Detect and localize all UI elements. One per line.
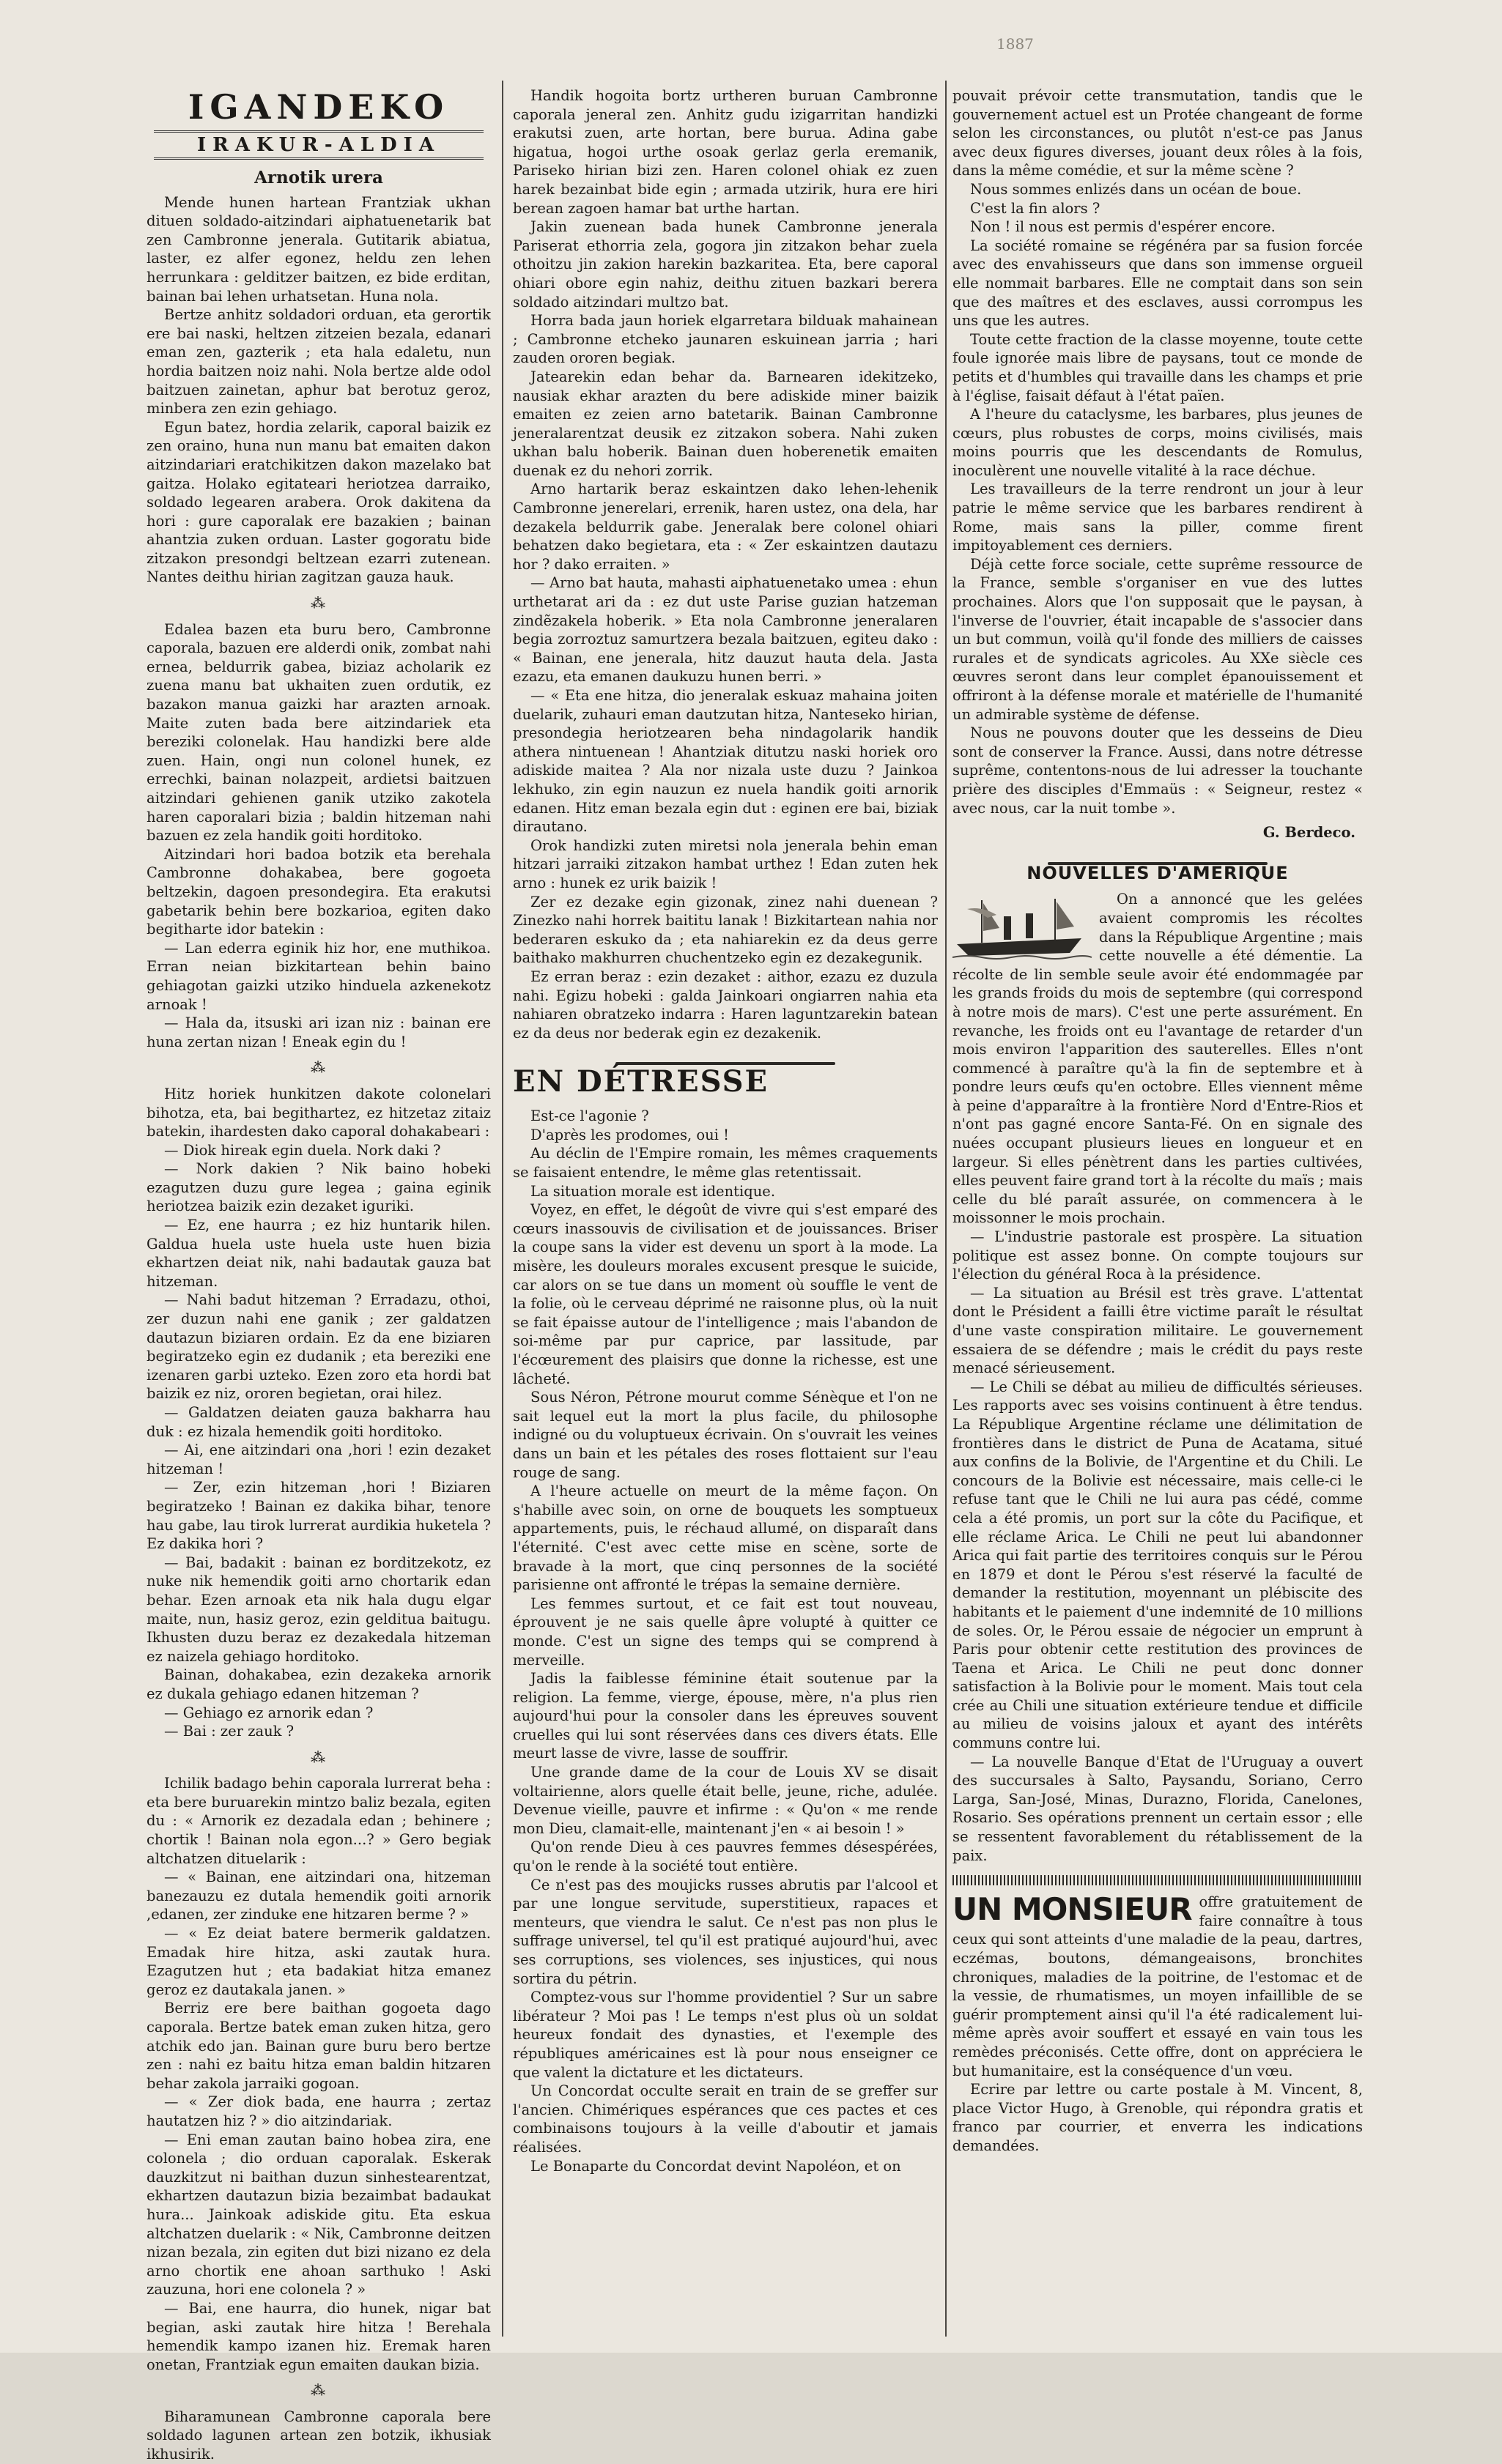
paragraph: — Eni eman zautan baino hobea zira, ene colonela ; dio orduan caporalak. Eskerak dauzkitzut ni baithan duzun sinhestearentzat, ekhartzen dautazun bizia bezaimbat badaukat hura... Jainkoak adiskide gitu. Eta eskua altchatzen duelarik : « Nik, Cambronne deitzen nizan bezala, zin egiten dut bizi nizano ez dela arno chortik ene ahoan sarthuko ! Aski zauzuna, hori ene colonela ? » bbox=[147, 2131, 491, 2298]
ornamental-rule bbox=[513, 1051, 938, 1058]
paragraph: — Bai : zer zauk ? bbox=[164, 1723, 295, 1740]
paragraph: Biharamunean Cambronne caporala bere soldado lagunen artean zen botzik, ikhusiak ikhusirik. bbox=[147, 2408, 491, 2463]
paragraph: Aitzindari hori badoa botzik eta berehala Cambronne dohakabea, bere gogoeta beltzekin, dagoen presondegira. Eta erakutsi gabetarik behin bere bozkarioa, egiten dako begitharte idor batekin : bbox=[147, 845, 491, 938]
paragraph: offre gratuitement de faire connaître à tous ceux qui sont atteints d'une maladie de la peau, dartres, eczémas, boutons, démangeaisons, bronchites chroniques, maladies de la poitrine, de l'estomac et de la vessie, de rhumatismes, un moyen infaillible de se guérir promptement ainsi qu'il l'a été radicalement lui-même après avoir souffert et essayé en vain tous les remèdes préconisés. Cette offre, dont on appréciera le but humanitaire, est la conséquence d'un vœu. bbox=[952, 1893, 1363, 2079]
paragraph: Arno hartarik beraz eskaintzen dako lehen-lehenik Cambronne jenerelari, errenik, haren ustez, ona dela, har dezakela beldurrik gabe. Jeneralak bere colonel ohiari behatzen dako begietara, eta : « Zer eskaintzen dautazu hor ? dako erraiten. » bbox=[513, 480, 938, 573]
hatched-rule bbox=[952, 1875, 1363, 1885]
paragraph: D'après les prodomes, oui ! bbox=[530, 1126, 729, 1143]
signature: G. Berdeco. bbox=[1262, 824, 1355, 842]
article-body bbox=[147, 620, 491, 1052]
paragraph: — Le Chili se débat au milieu de difficultés sérieuses. Les rapports avec ses voisins continuent à être tendus. La République Argentine réclame une délimitation de frontières dans le district de Puna de Acatama, situé aux confins de la Bolivie, de l'Argentine et du Chili. Le concours de la Bolivie est nécessaire, mais celle-ci le refuse tant que le Chili ne lui aura pas cédé, comme cela a été promis, un port sur la côte du Pacifique, et elle réclame Arica. Le Chili ne peut lui abandonner Arica qui fait partie des territoires conquis sur le Pérou en 1879 et dont le Pérou s'est réservé la faculté de demander la restitution, moyennant un plébiscite des habitants et le paiement d'une indemnité de 10 millions de soles. Or, le Pérou essaie de négocier un emprunt à Paris pour obtenir cette restitution des provinces de Taena et Arica. Le Chili ne peut donc donner satisfaction à la Bolivie pour le moment. Mais tout cela crée au Chili une situation extérieure tendue et difficile au milieu de voisins jaloux et ayant des intérêts communs contre lui. bbox=[952, 1378, 1363, 1752]
masthead-subtitle: IRAKUR-ALDIA bbox=[154, 130, 484, 160]
steamship-icon bbox=[952, 893, 1092, 963]
paragraph: — La situation au Brésil est très grave. L'attentat dont le Président a failli être victime paraît le résultat d'une vaste conspiration militaire. Le gouvernement essaiera de se défendre ; mais le crédit du pays reste menacé sérieusement. bbox=[952, 1284, 1363, 1377]
paragraph: Ecrire par lettre ou carte postale à M. Vincent, 8, place Victor Hugo, à Grenoble, qui répondra gratis et franco par courrier, et enverra les indications demandées. bbox=[952, 2081, 1363, 2154]
section-separator: ⁂ bbox=[311, 2381, 327, 2400]
paragraph: — Arno bat hauta, mahasti aiphatuenetako umea : ehun urthetarat ari da : ez dut uste Parise guzian hatzeman zindẽzakela hoberik. » Eta nola Cambronne jeneralaren begia zorroztuz samurtzera bezala baitzuen, egiteu dako : « Bainan, ene jenerala, hitz dauzut hauta dela. Jasta ezazu, eta emanen daukuzu hunen berri. » bbox=[513, 574, 938, 686]
paragraph: Nous sommes enlizés dans un océan de boue. bbox=[970, 180, 1302, 198]
masthead-title: IGANDEKO bbox=[188, 87, 450, 127]
paragraph: Jakin zuenean bada hunek Cambronne jenerala Pariserat ethorria zela, gogora jin zitzakon behar zuela othoitzu jin zakion harekin bazkaritea. Eta, bere caporal ohiari obore egin nahiz, deithu zituen bazkari berera soldado aitzindari multzo bat. bbox=[513, 218, 938, 311]
paragraph: Horra bada jaun horiek elgarretara bilduak mahainean ; Cambronne etcheko jaunaren eskuinean jarria ; hari zauden ororen begiak. bbox=[513, 312, 938, 367]
paragraph: Au déclin de l'Empire romain, les mêmes craquements se faisaient entendre, le même glas retentissait. bbox=[513, 1145, 938, 1181]
paragraph: Une grande dame de la cour de Louis XV se disait voltairienne, alors quelle était belle, jeune, riche, adulée. Devenue vieille, pauvre et infirme : « Qu'on « me rende mon Dieu, clamait-elle, maintenant j'en « ai besoin ! » bbox=[513, 1764, 938, 1837]
paragraph: Edalea bazen eta buru bero, Cambronne caporala, bazuen ere alderdi onik, zombat nahi ernea, beldurrik gabea, biziaz acholarik ez zuena manu bat ukhaiten zuen ordutik, ez bazakon manua gaizki har arazten arnoak. Maite zuten bada bere aitzindariek eta bereziki colonelak. Hau handizki bere alde zuen. Hain, ongi nun colonel hunek, ez errechki, bainan nolazpeit, ardietsi baitzuen aitzindari gehienen ganik utziko zakotela haren caporalari bizia ; baldin hitzeman nahi bazuen ez zela handik goiti horditoko. bbox=[147, 620, 491, 845]
paragraph: — L'industrie pastorale est prospère. La situation politique est assez bonne. On compte toujours sur l'élection du général Roca à la présidence. bbox=[952, 1228, 1363, 1283]
paragraph: — Nahi badut hitzeman ? Erradazu, othoi, zer duzun nahi ene ganik ; zer galdatzen dautazun biziaren ordain. Ez da ene biziaren begiratzeko egin ez dudanik ; eta bereziki ene izenaren garbi uzteko. Ezen zoro eta hordi bat baizik ez niz, ororen begietan, orai hilez. bbox=[147, 1291, 491, 1403]
paragraph: — Zer, ezin hitzeman ,hori ! Biziaren begiratzeko ! Bainan ez dakika bihar, tenore hau gabe, lau tirok lurrerat aurdikia huketela ? Ez dakika hori ? bbox=[147, 1479, 491, 1553]
paragraph: La société romaine se régénéra par sa fusion forcée avec des envahisseurs que dans son immense orgueil elle nommait barbares. Elle ne comptait dans son sein que des maîtres et des esclaves, aussi corrompus les uns que les autres. bbox=[952, 237, 1363, 330]
paragraph: C'est la fin alors ? bbox=[970, 199, 1100, 217]
section-separator: ⁂ bbox=[311, 1058, 327, 1077]
paragraph: — « Zer diok bada, ene haurra ; zertaz hautatzen hiz ? » dio aitzindariak. bbox=[147, 2093, 491, 2129]
paragraph: — Gehiago ez arnorik edan ? bbox=[164, 1704, 374, 1721]
paragraph: Zer ez dezake egin gizonak, zinez nahi duenean ? Zinezko nahi horrek baititu lanak ! Bizkitartean nahia nor bederaren eskuko da ; eta nahiarekin ez da deus gerre baithako makhurren chuchentzeko egin ez dezakegunik. bbox=[513, 893, 938, 967]
paragraph: — Galdatzen deiaten gauza bakharra hau duk : ez hizala hemendik goiti horditoko. bbox=[147, 1404, 491, 1440]
paragraph: Est-ce l'agonie ? bbox=[530, 1107, 649, 1125]
paragraph: A l'heure du cataclysme, les barbares, plus jeunes de cœurs, plus robustes de corps, moins civilisés, mais moins pourris que les descendants de Romulus, inoculèrent une nouvelle vitalité à la race déchue. bbox=[952, 406, 1363, 479]
article-body bbox=[513, 86, 938, 1042]
advertisement bbox=[952, 1893, 1363, 2155]
paragraph: Voyez, en effet, le dégoût de vivre qui s'est emparé des cœurs inassouvis de civilisation et de jouissances. Briser la coupe sans la vider est devenu un sport à la mode. La misère, les douleurs morales excusent presque le suicide, car alors on se tue dans un moment où souffle le vent de la folie, où le cerveau déprimé ne raisonne plus, où la nuit se fait épaisse autour de l'intelligence ; mais l'abandon de soi-même par pur caprice, par lassitude, par l'écœurement des plaisirs que donne la richesse, est une lâcheté. bbox=[513, 1201, 938, 1387]
article-body bbox=[952, 890, 1363, 1865]
paragraph: Bainan, dohakabea, ezin dezakeka arnorik ez dukala gehiago edanen hitzeman ? bbox=[147, 1666, 491, 1702]
article-title: NOUVELLES D'AMERIQUE bbox=[1026, 862, 1289, 883]
paragraph: — La nouvelle Banque d'Etat de l'Uruguay a ouvert des succursales à Salto, Paysandu, Soriano, Cerro Larga, San-José, Minas, Durazno, Florida, Canelones, Rosario. Ses opérations prennent un certain essor ; elle se ressentent favorablement du rétablissement de la paix. bbox=[952, 1753, 1363, 1864]
paragraph: On a annoncé que les gelées avaient compromis les récoltes dans la République Argentine ; mais cette nouvelle a été démentie. La récolte de lin semble seule avoir été endommagée par les grands froids du mois de septembre (qui correspond à notre mois de mars). C'est une perte assurément. En revanche, les froids ont eu l'avantage de retarder d'un mois environ l'apparition des sauterelles. Elles n'ont commencé à paraître qu'à la fin de septembre et à pondre leurs œufs qu'en octobre. Elles viennent même à peine d'apparaître à la frontière Nord d'Entre-Rios et n'ont pas gagné encore Santa-Fé. On en signale des nuées occupant plusieurs lieues en longueur et en largeur. Si elles pénètrent dans les parties cultivées, elles peuvent faire grand tort à la récolte du maïs ; mais celle du blé paraît assurée, on commencera à le moissonner le mois prochain. bbox=[952, 891, 1363, 1227]
paragraph: — Nork dakien ? Nik baino hobeki ezagutzen duzu gure legea ; gaina eginik heriotzea baizik ezin dezaket iguriki. bbox=[147, 1160, 491, 1215]
paragraph: Bertze anhitz soldadori orduan, eta gerortik ere bai naski, heltzen zitzeien bezala, edanari eman zen, gazterik ; eta hala edaletu, nun hordia baitzen noiz nahi. Nola bertze alde odol baitzuen zainetan, aphur bat berotuz geroz, minbera zen ezin gehiago. bbox=[147, 306, 491, 418]
advert-headline: UN MONSIEUR bbox=[952, 1891, 1192, 1928]
paragraph: Egun batez, hordia zelarik, caporal baizik ez zen oraino, huna nun manu bat emaiten dakon aitzindariari eratchikitzen dakon mazelako bat gaitza. Holako egitateari heriotzea darraiko, soldado legearen arabera. Orok dakitena da hori : gure caporalak ere bazakien ; bainan ahantzia zuken orduan. Laster gogoratu bide zitzakon presondgi beltzean ezarri zutenean. Nantes deithu hirian zagitzan gauza hauk. bbox=[147, 418, 491, 586]
paragraph: Les femmes surtout, et ce fait est tout nouveau, éprouvent je ne sais quelle âpre volupté à quitter ce monde. C'est un signe des temps qui se comprend à merveille. bbox=[513, 1595, 938, 1669]
paragraph: — Bai, ene haurra, dio hunek, nigar bat begian, aski zautak hire hitza ! Berehala hemendik kampo izanen hiz. Eremak haren onetan, Frantziak egun emaiten daukan bizia. bbox=[147, 2299, 491, 2373]
paragraph: A l'heure actuelle on meurt de la même façon. On s'habille avec soin, on orne de bouquets les somptueux appartements, puis, le réchaud allumé, on disparaît dans l'éternité. C'est avec cette mise en scène, sorte de bravade à la mort, que cinq personnes de la société parisienne ont affronté le trépas la semaine dernière. bbox=[513, 1483, 938, 1594]
paragraph: Déjà cette force sociale, cette suprême ressource de la France, semble s'organiser en vue des luttes prochaines. Alors que l'on supposait que le paysan, à l'inverse de l'ouvrier, était incapable de s'associer dans un but commun, voilà qu'il fonde des milliers de caisses rurales et de syndicats agricoles. Au XXe siècle ces œuvres seront dans leur complet épanouissement et offriront à la défense morale et matérielle de l'humanité un admirable système de défense. bbox=[952, 555, 1363, 723]
paragraph: Mende hunen hartean Frantziak ukhan dituen soldado-aitzindari aiphatuenetarik bat zen Cambronne jenerala. Gutitarik abiatua, laster, ez alfer egonez, heldu zen lehen herrunkara : gelditzer baitzen, ez bide erditan, bainan bai lehen urhatsetan. Huna nola. bbox=[147, 193, 491, 305]
paragraph: Orok handizki zuten miretsi nola jenerala behin eman hitzari jarraiki zitzakon hambat urthez ! Edan zuten hek arno : hunek ez urik baizik ! bbox=[513, 836, 938, 891]
paragraph: Un Concordat occulte serait en train de se greffer sur l'ancien. Chimériques espérances que ces pactes et ces combinaisons toujours à la veille d'aboutir et jamais réalisées. bbox=[513, 2082, 938, 2156]
paragraph: Handik hogoita bortz urtheren buruan Cambronne caporala jeneral zen. Anhitz gudu izigarritan handizki erakutsi zuen, arte hortan, bere burua. Adina gabe higatua, hogoi urthe osoak gerlaz gerla eremanik, Pariseko hirian bizi zen. Haren colonel ohiak ez zuen harek bezainbat bide egin ; armada utzirik, hura ere hiri berean zagoen hamar bat urthe hartan. bbox=[513, 87, 938, 217]
article-body bbox=[147, 2408, 491, 2464]
paragraph: — « Eta ene hitza, dio jeneralak eskuaz mahaina joiten duelarik, zuhauri eman dautzutan hitza, Nanteseko hirian, presondegia heriotzearen beha nindagolarik handik athera nintuenean ! Ahantziak ditutzu naski horiek oro adiskide maitea ? Ala nor nizala uste duzu ? Jainkoa lekhuko, zin egin nauzun ez nuela handik goiti arnorik edanen. Hitz eman bezala egin dut : eginen ere bai, biziak dirautano. bbox=[513, 687, 938, 836]
paragraph: Nous ne pouvons douter que les desseins de Dieu sont de conserver la France. Aussi, dans notre détresse suprême, contentons-nous de lui adresser la touchante prière des disciples d'Emmaüs : « Seigneur, restez « avec nous, car la nuit tombe ». bbox=[952, 724, 1363, 817]
article-body bbox=[952, 86, 1363, 817]
paragraph: — Ai, ene aitzindari ona ,hori ! ezin dezaket hitzeman ! bbox=[147, 1441, 491, 1477]
paragraph: — Bai, badakit : bainan ez borditzekotz, ez nuke nik hemendik goiti arno chortarik edan behar. Ezen arnoak eta nik hala dugu elgar maite, nun, hasiz geroz, ezin gelditua baitugu. Ikhusten duzu beraz ez dezakedala hitzeman ez naizela gehiago horditoko. bbox=[147, 1554, 491, 1665]
paragraph: Jatearekin edan behar da. Barnearen idekitzeko, nausiak ekhar arazten du bere adiskide miner baizik emaiten ez zeien arno batetarik. Bainan Cambronne jeneralarentzat deusik ez zitzakon sobera. Nahi zuken ukhan balu hoberik. Bainan duen hoberenetik emaiten duenak ez du nehori zorrik. bbox=[513, 368, 938, 479]
article-body bbox=[147, 1085, 491, 1741]
paragraph: La situation morale est identique. bbox=[530, 1182, 776, 1200]
paragraph: Toute cette fraction de la classe moyenne, toute cette foule ignorée mais libre de paysans, tout ce monde de petits et d'humbles qui travaille dans les champs et prie à l'église, faisait défaut à l'état païen. bbox=[952, 330, 1363, 404]
paragraph: pouvait prévoir cette transmutation, tandis que le gouvernement actuel est un Protée changeant de forme selon les circonstances, ou plutôt n'est-ce pas Janus avec deux figures diverses, jouant deux rôles à la fois, dans la même comédie, et sur la même scène ? bbox=[952, 87, 1363, 179]
ornamental-rule bbox=[952, 851, 1363, 858]
paragraph: Qu'on rende Dieu à ces pauvres femmes désespérées, qu'on le rende à la société tout entière. bbox=[513, 1838, 938, 1875]
paragraph: — « Ez deiat batere bermerik galdatzen. Emadak hire hitza, aski zautak hura. Ezagutzen hut ; eta badakiat hitza emanez geroz ez dautakala janen. » bbox=[147, 1925, 491, 1998]
paragraph: Comptez-vous sur l'homme providentiel ? Sur un sabre libérateur ? Moi pas ! Le temps n'est plus où un soldat heureux fondait des dynasties, et l'exemple des républiques américaines est là pour nous enseigner ce que valent la dictature et les dictateurs. bbox=[513, 1989, 938, 2081]
column-rule bbox=[945, 81, 947, 2337]
paragraph: — « Bainan, ene aitzindari ona, hitzeman banezauzu ez dutala hemendik goiti arnorik ,edanen, zer zinduke ene hitzaren berme ? » bbox=[147, 1869, 491, 1923]
paragraph: Ichilik badago behin caporala lurrerat beha : eta bere buruarekin mintzo baliz bezala, egiten du : « Arnorik ez dezadala edan ; behinere ; chortik ! Bainan nola egon...? » Gero begiak altchatzen dituelarik : bbox=[147, 1775, 491, 1867]
column-rule bbox=[502, 81, 503, 2337]
paragraph: Le Bonaparte du Concordat devint Napoléon, et on bbox=[530, 2157, 901, 2175]
article-body bbox=[147, 1774, 491, 2374]
column-1 bbox=[147, 86, 491, 2463]
paragraph: Hitz horiek hunkitzen dakote colonelari bihotza, eta, bai begithartez, ez hitzetaz zitaiz batekin, ihardesten dako caporal dohakabeari : bbox=[147, 1085, 491, 1140]
masthead bbox=[147, 86, 491, 160]
article-body bbox=[513, 1107, 938, 2175]
section-separator: ⁂ bbox=[311, 594, 327, 612]
paragraph: Sous Néron, Pétrone mourut comme Sénèque et l'on ne sait lequel eut la mort la plus facile, du philosophe indigné ou du voluptueux écrivain. On s'ouvrait les veines dans un bain et les pétales des roses flottaient sur l'eau rouge de sang. bbox=[513, 1389, 938, 1481]
paragraph: — Diok hireak egin duela. Nork daki ? bbox=[164, 1141, 441, 1159]
paragraph: Ce n'est pas des moujicks russes abrutis par l'alcool et par une longue servitude, superstitieux, rapaces et menteurs, que viendra le salut. Ce n'est pas non plus le suffrage universel, tel qu'il est pratiqué aujourd'hui, avec ses corruptions, ses violences, ses injustices, qui nous sortira du pétrin. bbox=[513, 1876, 938, 1987]
article-title: EN DÉTRESSE bbox=[513, 1064, 769, 1099]
paragraph: — Lan ederra eginik hiz hor, ene muthikoa. Erran neian bizkitartean behin baino gehiagotan gaizki utziko hinduela azkenekotz arnoak ! bbox=[147, 939, 491, 1013]
paragraph: Ez erran beraz : ezin dezaket : aithor, ezazu ez duzula nahi. Egizu hobeki : galda Jainkoari ongiarren nahia eta nahiaren obratzeko indarra : Haren laguntzarekin batean ez da deus nor bederak egin ez dezakenik. bbox=[513, 968, 938, 1042]
corner-note: 1887 bbox=[996, 35, 1034, 53]
section-separator: ⁂ bbox=[311, 1748, 327, 1766]
paragraph: Jadis la faiblesse féminine était soutenue par la religion. La femme, vierge, épouse, mère, n'a plus rien aujourd'hui pour la consoler dans les épreuves souvent cruelles qui lui sont réservées dans ces divers états. Elle meurt lasse de vivre, lasse de souffrir. bbox=[513, 1670, 938, 1762]
paragraph: — Ez, ene haurra ; ez hiz huntarik hilen. Galdua huela uste huela uste huen bizia ekhartzen deiat nik, nahi badautak gauza bat hitzeman. bbox=[147, 1217, 491, 1290]
paragraph: Les travailleurs de la terre rendront un jour à leur patrie le même service que les barbares rendirent à Rome, mais sans la piller, comme firent impitoyablement ces derniers. bbox=[952, 480, 1363, 554]
paragraph: — Hala da, itsuski ari izan niz : bainan ere huna zertan nizan ! Eneak egin du ! bbox=[147, 1014, 491, 1050]
column-3 bbox=[952, 86, 1363, 2320]
article-body bbox=[147, 193, 491, 587]
paragraph: Non ! il nous est permis d'espérer encore. bbox=[970, 218, 1276, 236]
column-2 bbox=[513, 86, 938, 2320]
article-title: Arnotik urera bbox=[254, 168, 383, 188]
paragraph: Berriz ere bere baithan gogoeta dago caporala. Bertze batek eman zuken hitza, gero atchik edo jan. Bainan gure buru bero bertze zen : nahi ez baitu hitza eman baldin hitzaren behar zakola jarraiki gogoan. bbox=[147, 2000, 491, 2092]
